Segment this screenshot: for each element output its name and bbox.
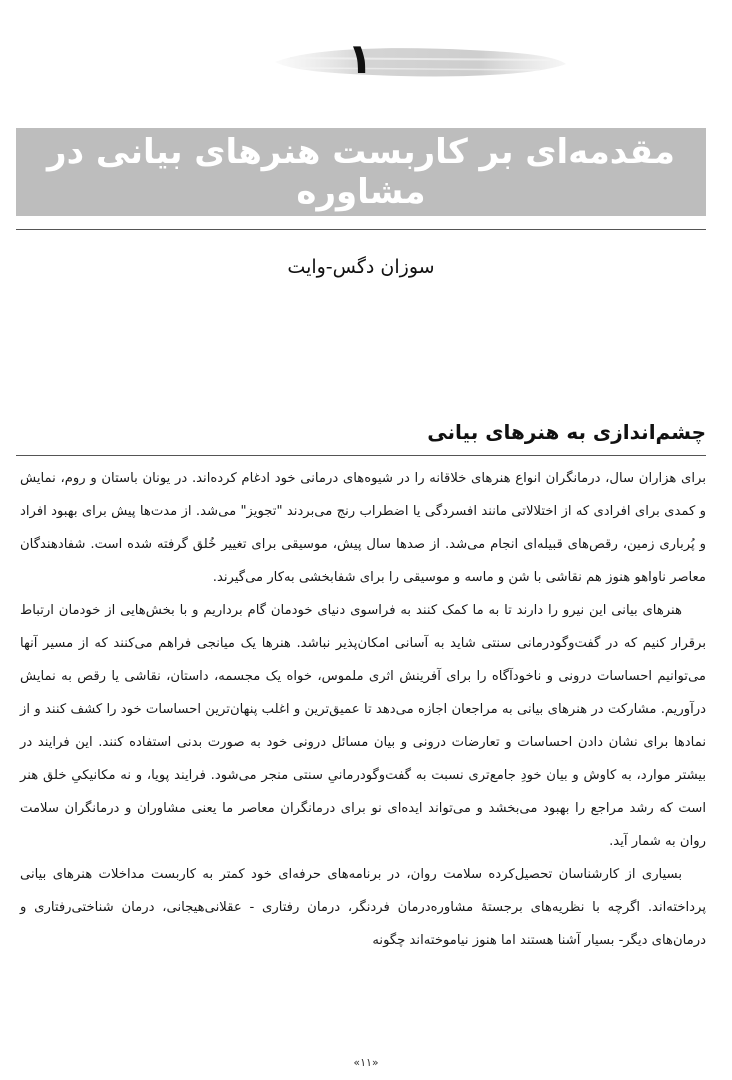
brush-stroke-decoration xyxy=(270,34,570,84)
section-heading: چشم‌اندازی به هنرهای بیانی xyxy=(427,420,706,444)
chapter-title-band xyxy=(16,128,706,216)
section-divider xyxy=(16,455,706,456)
body-text xyxy=(20,462,706,957)
title-divider xyxy=(16,229,706,230)
page-number: «۱۱» xyxy=(353,1056,379,1069)
chapter-number: ۱ xyxy=(347,34,373,83)
paragraph-2: هنرهای بیانی این نیرو را دارند تا به ما کمک کنند به فراسوی دنیای خودمان گام برداریم و با بخش‌هایی از خودمان ارتباط برقرار کنیم که در گفت‌وگودرمانی سنتی شاید به آسانی امکان‌پذیر نباشد. هنرها یک میانجی فراهم می‌کنند که از مسیر آنها می‌توانیم احساسات درونی و ناخودآگاه را برای آفرینش اثری ملموس، خواه یک مجسمه، داستان، نقاشی یا رقص به نمایش درآوریم. مشارکت در هنرهای بیانی به مراجعان اجازه می‌دهد تا عمیق‌ترین و اغلب پنهان‌ترین احساسات خود را کشف کنند و از نمادها برای نشان دادن احساسات و تعارضات درونی و بیان مسائل درونی خود به صورت بدنی استفاده کنند. این فرایند در بیشتر موارد، به کاوش و بیان خودِ جامع‌تری نسبت به گفت‌وگودرمانیِ سنتی منجر می‌شود. فرایند پویا، و نه مکانیکیِ خلق هنر است که رشد مراجع را بهبود می‌بخشد و می‌تواند ایده‌ای نو برای درمانگران معاصر ما یعنی مشاوران و درمانگران سلامت روان به شمار آید. xyxy=(20,603,706,849)
chapter-title: مقدمه‌ای بر کاربست هنرهای بیانی در مشاوره xyxy=(47,132,675,212)
paragraph-1: برای هزاران سال، درمانگران انواع هنرهای خلاقانه را در شیوه‌های درمانی خود ادغام کرده‌اند. در یونان باستان و روم، نمایش و کمدی برای افرادی که از اختلالاتی مانند افسردگی یا اضطراب رنج می‌بردند "تجویز" می‌شد. از مدت‌ها پیش برای بهبود افراد و پُرباری زمین، رقص‌های قبیله‌ای انجام می‌شد. از صدها سال پیش، موسیقی برای تغییر خُلق گرفته شده است. شفادهندگان معاصر ناواهو هنوز هم نقاشی با شن و ماسه و موسیقی را برای شفابخشی به‌کار می‌گیرند. xyxy=(20,471,706,585)
paragraph-3: بسیاری از کارشناسان تحصیل‌کرده سلامت روان، در برنامه‌های حرفه‌ای خود کمتر به کاربست مداخلات هنرهای بیانی پرداخته‌اند. اگرچه با نظریه‌های برجستهٔ مشاوره‌درمان فردنگر، درمان رفتاری - عقلانی‌هیجانی، درمان شناختی‌رفتاری و درمان‌های دیگر- بسیار آشنا هستند اما هنوز نیاموخته‌اند چگونه xyxy=(20,867,706,948)
author-name: سوزان دگس-وایت xyxy=(287,256,435,278)
